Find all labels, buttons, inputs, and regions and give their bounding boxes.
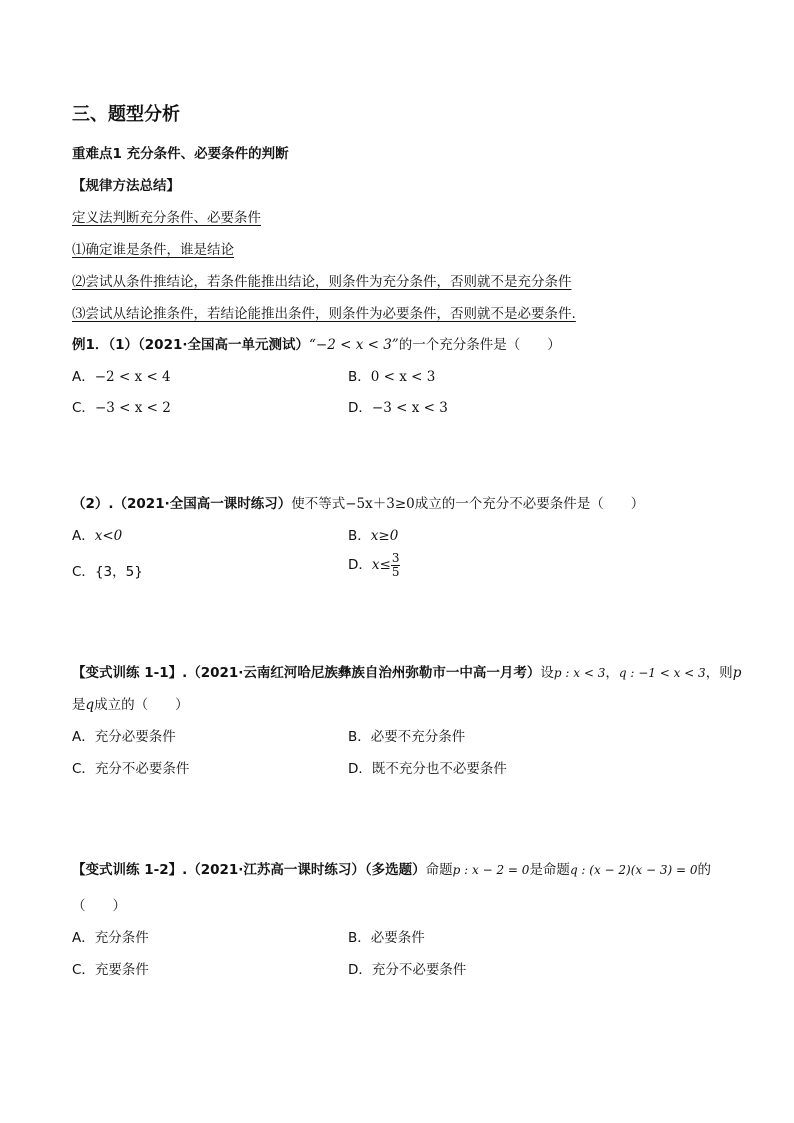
fraction: $\frac{3}{5}$ (391, 551, 400, 579)
question-2-inequality: −5x＋3≥0 (345, 496, 415, 512)
option-b[interactable]: B．x≥0 (348, 528, 399, 544)
option-b[interactable]: B．0 < x < 3 (348, 369, 436, 385)
option-a[interactable]: A．−2 < x < 4 (72, 369, 171, 385)
question-1-tail: 的一个充分条件是（ ） (398, 337, 561, 353)
question-1-condition: “−2 < x < 3” (309, 337, 399, 353)
option-a[interactable]: A．充分条件 (72, 930, 149, 946)
question-1-source: 例1．（1）（2021·全国高一单元测试） (72, 337, 309, 353)
question-4-source: 【变式训练 1-2】.（2021·江苏高一课时练习）（多选题） (72, 862, 426, 878)
question-2-stem: （2）.（2021·全国高一课时练习）使不等式−5x＋3≥0成立的一个充分不必要条件是（ ） (72, 496, 645, 512)
option-c[interactable]: C．{3，5} (72, 564, 143, 580)
option-b[interactable]: B．必要不充分条件 (348, 729, 466, 745)
option-a[interactable]: A．x<0 (72, 528, 123, 544)
key-point-heading: 重难点1 充分条件、必要条件的判断 (72, 146, 289, 162)
method-line: 定义法判断充分条件、必要条件 (72, 210, 261, 226)
method-line: ⑶尝试从结论推条件，若结论能推出条件，则条件为必要条件，否则就不是必要条件. (72, 306, 576, 322)
section-title: 三、题型分析 (72, 104, 180, 125)
question-3-stem-line-2: 是q成立的（ ） (72, 697, 189, 713)
method-line: ⑵尝试从条件推结论，若条件能推出结论，则条件为充分条件，否则就不是充分条件 (72, 274, 572, 290)
question-2-source: （2）.（2021·全国高一课时练习） (72, 496, 292, 512)
method-heading: 【规律方法总结】 (72, 178, 180, 194)
option-c[interactable]: C．充分不必要条件 (72, 761, 190, 777)
option-c[interactable]: C．−3 < x < 2 (72, 400, 171, 416)
question-3-stem: 【变式训练 1-1】.（2021·云南红河哈尼族彝族自治州弥勒市一中高一月考）设p : x < 3，q : −1 < x < 3，则p (72, 665, 742, 681)
option-b[interactable]: B．必要条件 (348, 930, 425, 946)
option-c[interactable]: C．充要条件 (72, 962, 149, 978)
answer-blank: （ ） (72, 898, 126, 914)
question-1-stem (72, 337, 561, 353)
option-d[interactable]: D．充分不必要条件 (348, 962, 467, 978)
method-line: ⑴确定谁是条件，谁是结论 (72, 242, 234, 258)
question-3-source: 【变式训练 1-1】.（2021·云南红河哈尼族彝族自治州弥勒市一中高一月考） (72, 665, 541, 681)
option-d[interactable]: D．既不充分也不必要条件 (348, 761, 507, 777)
option-a[interactable]: A．充分必要条件 (72, 729, 176, 745)
question-4-stem: 【变式训练 1-2】.（2021·江苏高一课时练习）（多选题）命题p : x − 2 = 0是命题q : (x − 2)(x − 3) = 0的 (72, 862, 712, 878)
option-d[interactable]: D．x≤ $\frac{3}{5}$ (348, 551, 400, 579)
option-d[interactable]: D．−3 < x < 3 (348, 400, 448, 416)
